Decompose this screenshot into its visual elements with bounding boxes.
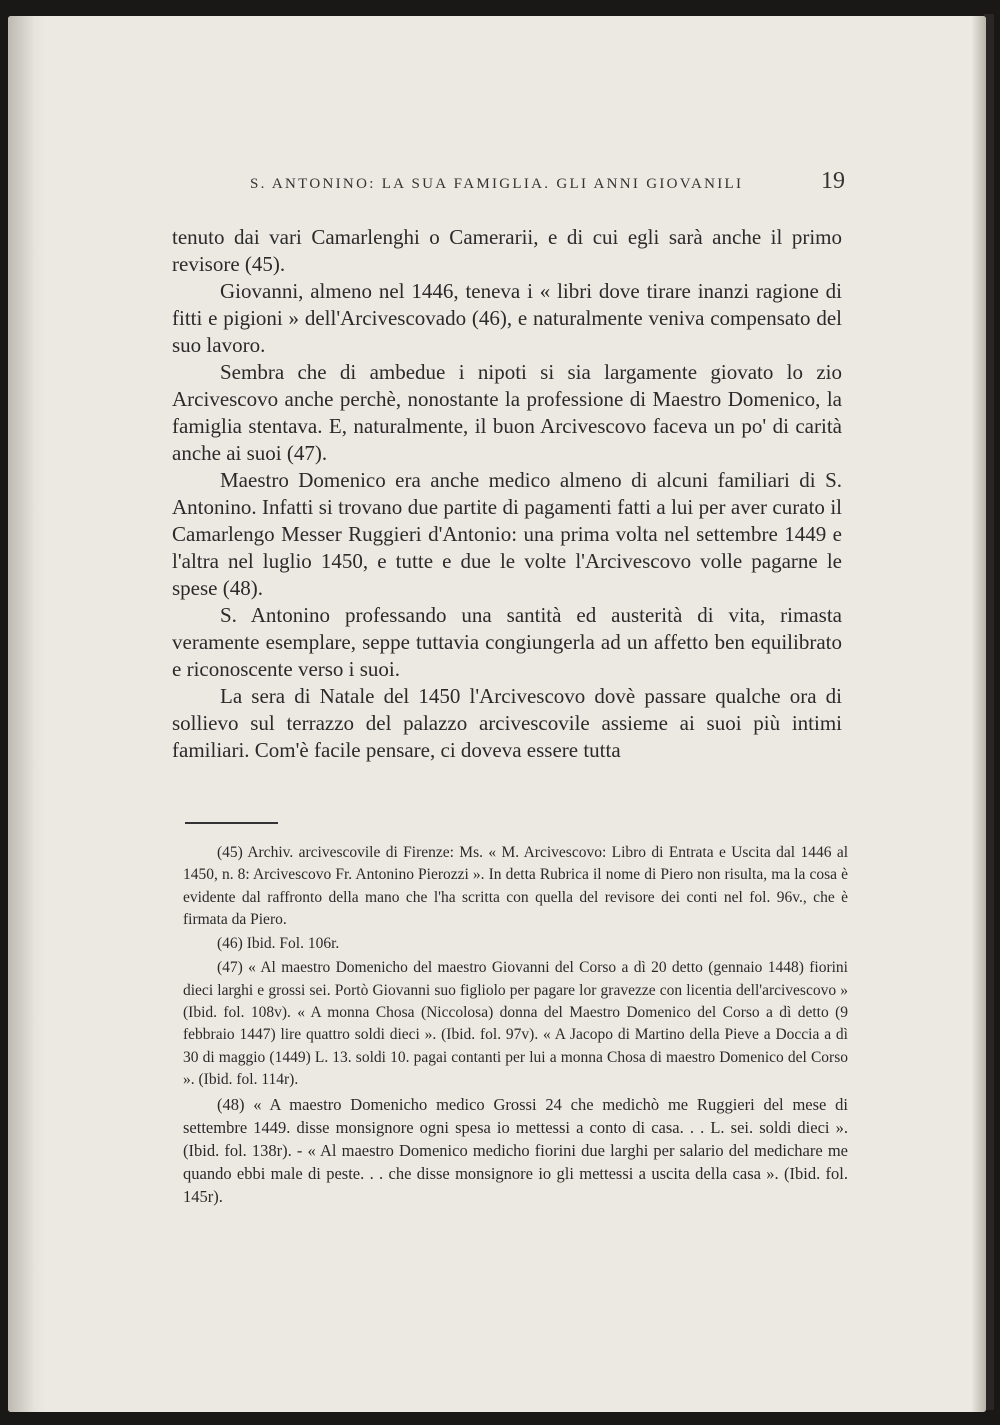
page-header: [250, 168, 845, 202]
paragraph: Sembra che di ambedue i nipoti si sia largamente giovato lo zio Arcivescovo anche perchè, nonostante la professione di Maestro Domenico, la famiglia stentava. E, naturalmente, il buon Arcivescovo faceva un po' di carità anche ai suoi (47).: [172, 360, 842, 465]
paragraph: Maestro Domenico era anche medico almeno di alcuni familiari di S. Antonino. Infatti si trovano due partite di pagamenti fatti a lui per aver curato il Camarlengo Messer Ruggieri d'Antonio: una prima volta nel settembre 1449 e l'altra nel luglio 1450, e tutte e due le volte l'Arcivescovo volle pagarne le spese (48).: [172, 468, 842, 600]
paragraph: tenuto dai vari Camarlenghi o Camerarii, e di cui egli sarà anche il primo revisore (45).: [172, 225, 842, 276]
paragraph: Giovanni, almeno nel 1446, teneva i « libri dove tirare inanzi ragione di fitti e pigioni » dell'Arcivescovado (46), e naturalmente veniva compensato del suo lavoro.: [172, 279, 842, 357]
footnotes: [183, 842, 848, 1210]
running-title: S. ANTONINO: LA SUA FAMIGLIA. GLI ANNI GIOVANILI: [250, 176, 744, 192]
footnote-48: (48) « A maestro Domenicho medico Grossi 24 che medichò me Ruggieri del mese di settembre 1449. disse monsignore ogni spesa io mettessi a conto di casa. . . L. sei. soldi dieci ». (Ibid. fol. 138r). - « Al maestro Domenico medicho fiorini due larghi per salario del medichare me quando ebbi male di peste. . . che disse monsignore io gli mettessi a uscita della casa ». (Ibid. fol. 145r).: [183, 1095, 848, 1207]
footnote-46: (46) Ibid. Fol. 106r.: [217, 935, 340, 953]
footnote-separator: [185, 822, 278, 824]
page-gutter-shadow: [8, 16, 46, 1412]
page-edge-shadow: [972, 16, 986, 1412]
paragraph: La sera di Natale del 1450 l'Arcivescovo dovè passare qualche ora di sollievo sul terrazzo del palazzo arcivescovile assieme ai suoi più intimi familiari. Com'è facile pensare, ci doveva essere tutta: [172, 684, 842, 762]
paragraph: S. Antonino professando una santità ed austerità di vita, rimasta veramente esemplare, seppe tuttavia congiungerla ad un affetto ben equilibrato e riconoscente verso i suoi.: [172, 603, 842, 681]
main-text: [172, 224, 842, 764]
footnote-45: (45) Archiv. arcivescovile di Firenze: Ms. « M. Arcivescovo: Libro di Entrata e Uscita dal 1446 al 1450, n. 8: Arcivescovo Fr. Antonino Pierozzi ». In detta Rubrica il nome di Piero non risulta, ma la cosa è evidente dal raffronto della mano che l'ha scritta con quella del revisore dei conti nel fol. 96v., che è firmata da Piero.: [183, 844, 848, 928]
page-number: 19: [821, 168, 845, 194]
footnote-47: (47) « Al maestro Domenicho del maestro Giovanni del Corso a dì 20 detto (gennaio 1448) fiorini dieci larghi e grossi sei. Portò Giovanni suo figliolo per pagare lor gravezze con licentia dell'arcivescovo » (Ibid. fol. 108v). « A monna Chosa (Niccolosa) donna del Maestro Domenico del Corso a dì detto (9 febbraio 1447) lire quattro soldi dieci ». (Ibid. fol. 97v). « A Jacopo di Martino della Pieve a Doccia a dì 30 di maggio (1449) L. 13. soldi 10. pagai contanti per lui a monna Chosa di maestro Domenico del Corso ». (Ibid. fol. 114r).: [183, 959, 848, 1088]
